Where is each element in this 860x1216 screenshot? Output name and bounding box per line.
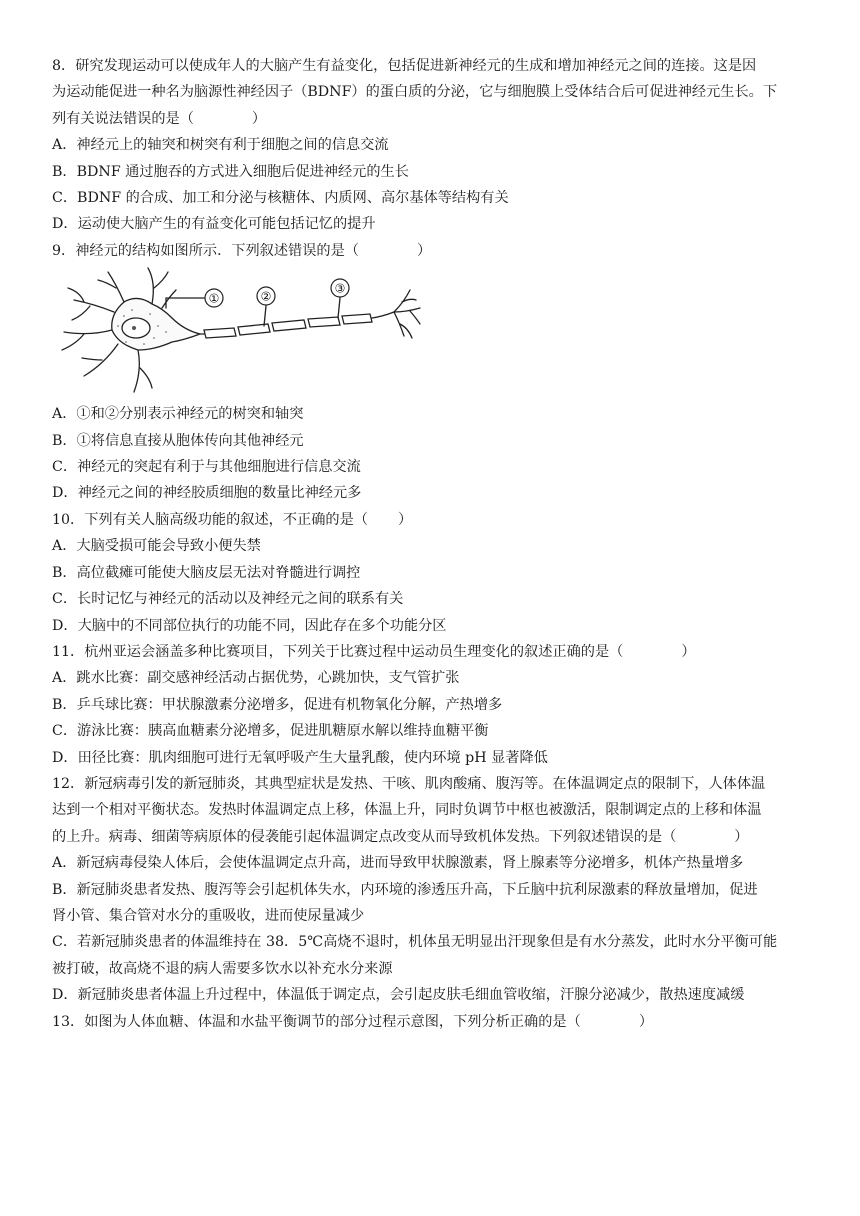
q9-paren-close: ）	[416, 242, 432, 259]
question-12	[52, 771, 822, 1009]
q12-stem-line-1: 12．新冠病毒引发的新冠肺炎，其典型症状是发热、干咳、肌肉酸痛、腹泻等。在体温调定点的限制下，人体体温	[52, 775, 766, 792]
q8-paren-close: ）	[251, 110, 267, 127]
q12-option-a: A．新冠病毒侵染人体后，会使体温调定点升高，进而导致甲状腺激素，肾上腺素等分泌增多，机体产热量增多	[52, 855, 744, 872]
q11-stem-text: 11．杭州亚运会涵盖多种比赛项目，下列关于比赛过程中运动员生理变化的叙述正确的是（	[52, 643, 624, 660]
q8-option-b: B．BDNF 通过胞吞的方式进入细胞后促进神经元的生长	[52, 163, 409, 180]
question-13	[52, 1009, 822, 1035]
neuron-diagram	[52, 264, 822, 401]
q8-option-a: A．神经元上的轴突和树突有利于细胞之间的信息交流	[52, 137, 389, 154]
q12-paren-close: ）	[734, 828, 749, 845]
q10-option-b: B．高位截瘫可能使大脑皮层无法对脊髓进行调控	[52, 564, 361, 581]
q13-paren-close: ）	[638, 1013, 654, 1030]
figure-label-3: ③	[334, 281, 346, 296]
q11-paren-close: ）	[681, 643, 696, 660]
neuron-figure	[54, 264, 424, 398]
q12-stem-line-3	[52, 824, 822, 850]
figure-label-2: ②	[260, 289, 272, 304]
q11-stem	[52, 639, 822, 665]
q10-option-a: A．大脑受损可能会导致小便失禁	[52, 538, 261, 555]
q8-stem-text: 列有关说法错误的是（	[52, 110, 194, 127]
q9-option-a: A．①和②分别表示神经元的树突和轴突	[52, 406, 304, 423]
q12-option-c-line-1: C．若新冠肺炎患者的体温维持在 38．5℃高烧不退时，机体虽无明显出汗现象但是有水分蒸发，此时水分平衡可能	[52, 934, 778, 951]
question-8	[52, 53, 822, 238]
q9-stem	[52, 238, 822, 264]
q9-option-b: B．①将信息直接从胞体传向其他神经元	[52, 432, 304, 449]
q10-option-d: D．大脑中的不同部位执行的功能不同，因此存在多个功能分区	[52, 617, 447, 634]
q8-option-c: C．BDNF 的合成、加工和分泌与核糖体、内质网、高尔基体等结构有关	[52, 190, 509, 207]
q10-option-c: C．长时记忆与神经元的活动以及神经元之间的联系有关	[52, 591, 404, 608]
q13-stem	[52, 1009, 822, 1035]
q10-paren-close: ）	[398, 511, 413, 528]
q11-option-d: D．田径比赛：肌肉细胞可进行无氧呼吸产生大量乳酸，使内环境 pH 显著降低	[52, 749, 548, 766]
question-11	[52, 639, 822, 771]
question-9	[52, 238, 822, 507]
exam-page	[52, 53, 822, 1035]
q9-stem-text: 9．神经元的结构如图所示．下列叙述错误的是（	[52, 242, 359, 259]
q12-option-b-line-1: B．新冠肺炎患者发热、腹泻等会引起机体失水，内环境的渗透压升高，下丘脑中抗利尿激素的释放量增加，促进	[52, 881, 758, 898]
q9-option-c: C．神经元的突起有利于与其他细胞进行信息交流	[52, 459, 361, 476]
q10-stem	[52, 507, 822, 533]
q8-option-d: D．运动使大脑产生的有益变化可能包括记忆的提升	[52, 216, 376, 233]
q10-stem-text: 10．下列有关人脑高级功能的叙述，不正确的是（	[52, 511, 368, 528]
q12-stem-text: 的上升。病毒、细菌等病原体的侵袭能引起体温调定点改变从而导致机体发热。下列叙述错误的是（	[52, 828, 677, 845]
figure-label-1: ①	[208, 291, 220, 306]
q11-option-a: A．跳水比赛：副交感神经活动占据优势，心跳加快，支气管扩张	[52, 670, 460, 687]
q12-option-c-line-2: 被打破，故高烧不退的病人需要多饮水以补充水分来源	[52, 960, 393, 977]
q11-option-c: C．游泳比赛：胰高血糖素分泌增多，促进肌糖原水解以维持血糖平衡	[52, 723, 489, 740]
q12-option-b-line-2: 肾小管、集合管对水分的重吸收，进而使尿量减少	[52, 907, 365, 924]
question-10	[52, 507, 822, 639]
q12-option-d: D．新冠肺炎患者体温上升过程中，体温低于调定点，会引起皮肤毛细血管收缩，汗腺分泌减少，散热速度减缓	[52, 987, 745, 1004]
q8-stem-line-1: 8．研究发现运动可以使成年人的大脑产生有益变化，包括促进新神经元的生成和增加神经元之间的连接。这是因	[52, 58, 757, 74]
q8-stem-line-2: 为运动能促进一种名为脑源性神经因子（BDNF）的蛋白质的分泌，它与细胞膜上受体结合后可促进神经元生长。下	[52, 84, 778, 101]
q9-option-d: D．神经元之间的神经胶质细胞的数量比神经元多	[52, 485, 362, 502]
q12-stem-line-2: 达到一个相对平衡状态。发热时体温调定点上移，体温上升，同时负调节中枢也被激活，限制调定点的上移和体温	[52, 802, 762, 819]
q11-option-b: B．乒乓球比赛：甲状腺激素分泌增多，促进有机物氧化分解，产热增多	[52, 696, 503, 713]
q8-stem-line-3	[52, 106, 822, 132]
q13-stem-text: 13．如图为人体血糖、体温和水盐平衡调节的部分过程示意图，下列分析正确的是（	[52, 1013, 581, 1030]
